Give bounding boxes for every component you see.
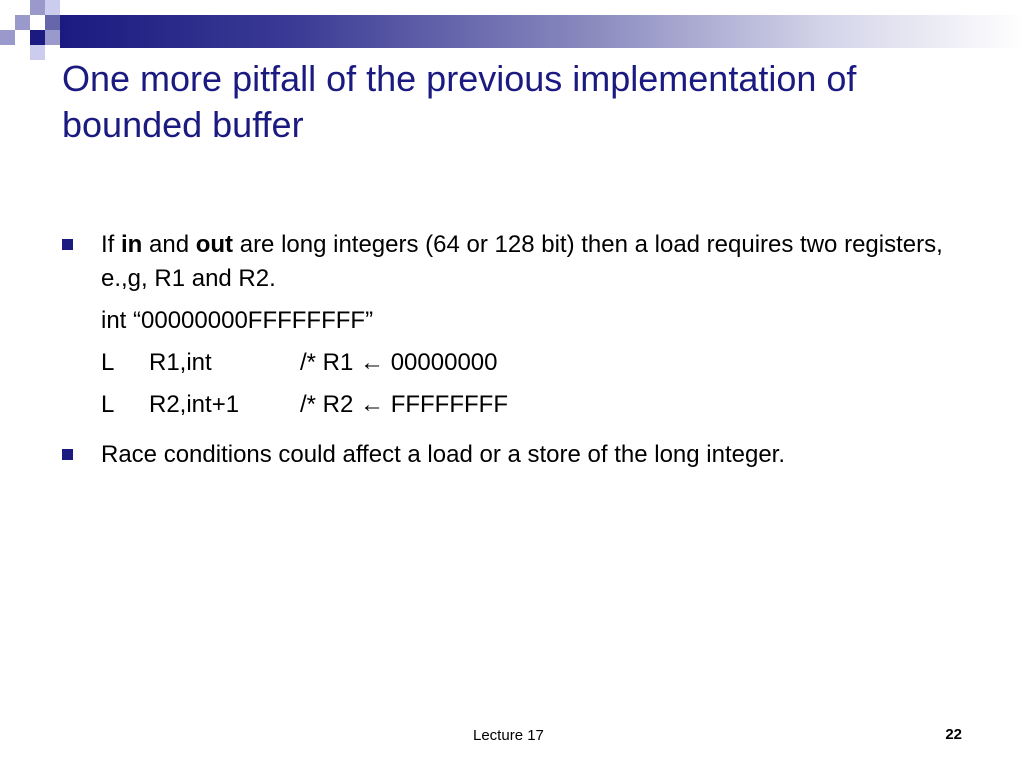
code-op: L (101, 349, 115, 376)
page-number: 22 (945, 726, 962, 743)
left-arrow-icon: ← (360, 349, 385, 376)
slide-body (62, 228, 962, 472)
decor-square (30, 45, 45, 60)
left-arrow-icon: ← (360, 391, 385, 418)
code-line-1 (62, 346, 962, 380)
decor-square (45, 0, 60, 15)
code-line-2 (62, 388, 962, 422)
bullet-item (62, 438, 962, 472)
decor-square (15, 15, 30, 30)
code-arg: R2,int+1 (149, 391, 240, 418)
code-op: L (101, 391, 115, 418)
code-comment: /* R1 ← 00000000 (300, 349, 498, 376)
decor-square (30, 30, 45, 45)
decor-square (30, 0, 45, 15)
code-arg: R1,int (149, 349, 212, 376)
bullet-item (62, 228, 962, 296)
decor-square (0, 30, 15, 45)
slide-title: One more pitfall of the previous implementation of bounded buffer (62, 58, 857, 145)
bullet-text: If in and out are long integers (64 or 128 bit) then a load requires two registers, e.,g, R1 and R2. (101, 231, 943, 292)
decor-square (45, 15, 60, 30)
bullet-text: Race conditions could affect a load or a store of the long integer. (101, 441, 785, 468)
keyword-in: in (121, 231, 143, 258)
footer-lecture-label: Lecture 17 (473, 727, 544, 744)
code-int-declaration: int “00000000FFFFFFFF” (101, 307, 374, 334)
header-gradient-bar (60, 15, 1024, 48)
code-comment: /* R2 ← FFFFFFFF (300, 391, 508, 418)
square-bullet-icon (62, 449, 73, 460)
decor-square (45, 30, 60, 45)
keyword-out: out (195, 231, 234, 258)
square-bullet-icon (62, 239, 73, 250)
